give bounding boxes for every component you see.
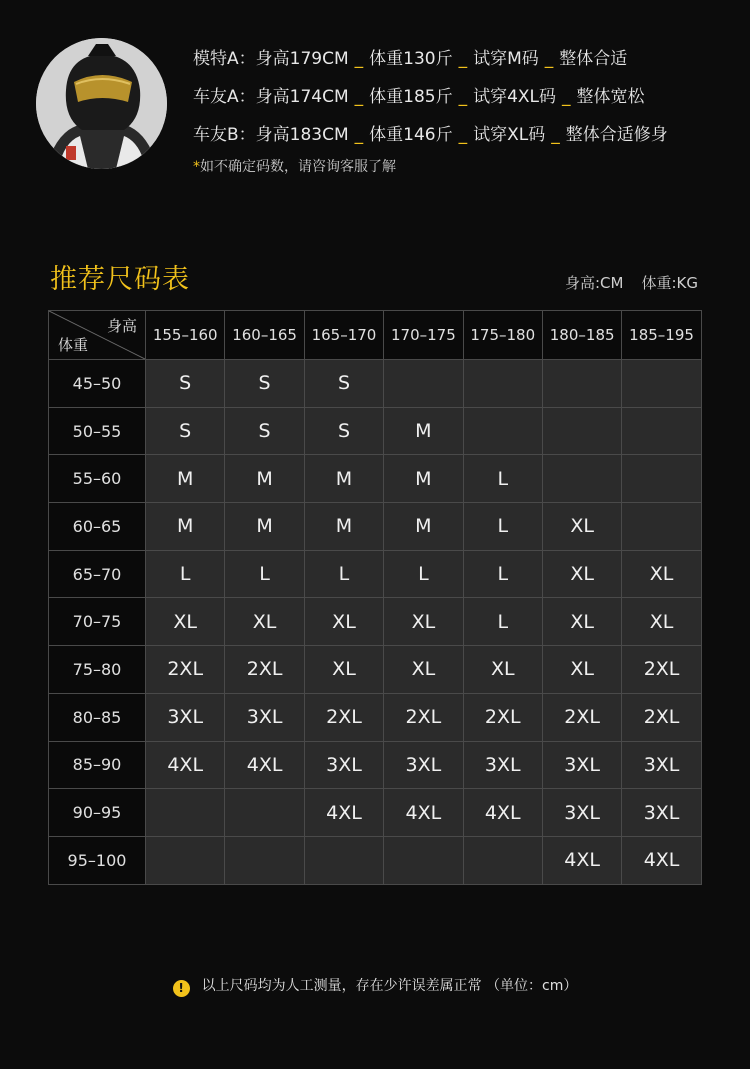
size-cell: 3XL <box>146 693 225 741</box>
size-cell: L <box>463 598 542 646</box>
table-row <box>49 503 702 551</box>
size-cell: M <box>304 503 383 551</box>
size-cell: L <box>225 550 304 598</box>
size-cell: L <box>463 455 542 503</box>
fit-result: 整体合适修身 <box>565 125 668 145</box>
size-cell: S <box>146 407 225 455</box>
fit-line-rider-b <box>193 116 668 154</box>
size-cell: 3XL <box>225 693 304 741</box>
fit-size: 试穿4XL码 <box>473 87 557 107</box>
fit-size: 试穿XL码 <box>473 125 546 145</box>
fit-separator: _ <box>458 87 468 107</box>
fit-line-rider-a <box>193 78 668 116</box>
size-cell <box>622 455 701 503</box>
size-cell: XL <box>542 646 621 694</box>
model-avatar <box>36 38 167 169</box>
size-cell: XL <box>146 598 225 646</box>
fit-result: 整体宽松 <box>576 87 645 107</box>
size-cell: S <box>146 360 225 408</box>
weight-unit: 体重:KG <box>641 274 698 292</box>
footer-text: 以上尺码均为人工测量，存在少许误差属正常 （单位：cm） <box>201 978 578 994</box>
size-cell: M <box>384 503 463 551</box>
weight-range-label: 50–55 <box>49 407 146 455</box>
size-cell <box>225 836 304 884</box>
weight-range-label: 60–65 <box>49 503 146 551</box>
size-cell: 3XL <box>622 789 701 837</box>
fit-height: 身高183CM <box>255 125 349 145</box>
fit-separator: _ <box>458 49 468 69</box>
size-cell: S <box>304 360 383 408</box>
helmet-rider-image <box>36 38 167 169</box>
footer-disclaimer <box>0 975 750 997</box>
size-cell: 4XL <box>622 836 701 884</box>
note-star: * <box>193 159 200 175</box>
fit-examples <box>193 40 668 176</box>
size-cell: M <box>384 455 463 503</box>
height-unit: 身高:CM <box>565 274 624 292</box>
size-cell <box>463 360 542 408</box>
size-cell <box>146 836 225 884</box>
size-cell: XL <box>225 598 304 646</box>
size-cell: XL <box>542 503 621 551</box>
size-cell: 3XL <box>542 741 621 789</box>
size-cell: S <box>225 407 304 455</box>
fit-who: 车友A： <box>193 87 256 107</box>
weight-range-label: 95–100 <box>49 836 146 884</box>
size-cell: 4XL <box>225 741 304 789</box>
table-row <box>49 550 702 598</box>
size-cell: 3XL <box>304 741 383 789</box>
table-row <box>49 407 702 455</box>
size-cell: 2XL <box>225 646 304 694</box>
size-cell: XL <box>304 646 383 694</box>
table-row <box>49 741 702 789</box>
weight-range-label: 80–85 <box>49 693 146 741</box>
fit-separator: _ <box>354 125 364 145</box>
size-cell: L <box>463 503 542 551</box>
size-cell: M <box>384 407 463 455</box>
height-range-header: 160–165 <box>225 311 304 360</box>
size-cell: 2XL <box>542 693 621 741</box>
unit-legend <box>565 272 698 293</box>
size-cell: 4XL <box>463 789 542 837</box>
size-cell: XL <box>304 598 383 646</box>
size-cell: XL <box>622 598 701 646</box>
size-cell: XL <box>384 598 463 646</box>
fit-weight: 体重185斤 <box>369 87 453 107</box>
table-body <box>49 360 702 885</box>
size-chart-title: 推荐尺码表 <box>50 264 190 295</box>
size-cell: L <box>146 550 225 598</box>
size-cell <box>146 789 225 837</box>
weight-range-label: 75–80 <box>49 646 146 694</box>
table-row <box>49 789 702 837</box>
fit-weight: 体重130斤 <box>369 49 453 69</box>
size-cell <box>225 789 304 837</box>
height-range-header: 165–170 <box>304 311 383 360</box>
corner-height-label: 身高 <box>106 317 137 335</box>
size-cell: 2XL <box>146 646 225 694</box>
weight-range-label: 65–70 <box>49 550 146 598</box>
size-cell <box>384 836 463 884</box>
height-range-header: 170–175 <box>384 311 463 360</box>
height-range-header: 180–185 <box>542 311 621 360</box>
size-cell: XL <box>542 550 621 598</box>
size-cell <box>542 455 621 503</box>
size-cell <box>542 360 621 408</box>
size-cell: XL <box>542 598 621 646</box>
size-cell <box>542 407 621 455</box>
size-cell <box>622 407 701 455</box>
corner-weight-label: 体重 <box>58 336 89 354</box>
size-cell: 3XL <box>622 741 701 789</box>
size-cell: S <box>225 360 304 408</box>
size-table <box>48 310 702 885</box>
table-corner <box>49 311 146 360</box>
size-cell: 4XL <box>304 789 383 837</box>
size-cell: M <box>146 455 225 503</box>
size-cell <box>463 836 542 884</box>
fit-separator: _ <box>562 87 571 107</box>
size-cell: 2XL <box>384 693 463 741</box>
size-cell: M <box>225 503 304 551</box>
fit-line-model-a <box>193 40 668 78</box>
size-cell: XL <box>463 646 542 694</box>
size-cell <box>622 360 701 408</box>
size-cell: S <box>304 407 383 455</box>
fit-weight: 体重146斤 <box>369 125 453 145</box>
note-text: 如不确定码数，请咨询客服了解 <box>200 159 396 175</box>
weight-range-label: 85–90 <box>49 741 146 789</box>
size-cell: XL <box>384 646 463 694</box>
size-cell <box>463 407 542 455</box>
size-cell: 4XL <box>146 741 225 789</box>
fit-result: 整体合适 <box>559 49 628 69</box>
fit-separator: _ <box>551 125 560 145</box>
fit-height: 身高174CM <box>255 87 349 107</box>
size-cell: 4XL <box>542 836 621 884</box>
size-cell: L <box>384 550 463 598</box>
table-row <box>49 455 702 503</box>
size-cell: 3XL <box>463 741 542 789</box>
height-range-header: 185–195 <box>622 311 701 360</box>
height-range-header: 175–180 <box>463 311 542 360</box>
size-cell: 3XL <box>384 741 463 789</box>
warning-icon: ! <box>173 980 190 997</box>
table-header-row <box>49 311 702 360</box>
weight-range-label: 55–60 <box>49 455 146 503</box>
weight-range-label: 45–50 <box>49 360 146 408</box>
size-cell: XL <box>622 550 701 598</box>
size-cell: 4XL <box>384 789 463 837</box>
size-cell: 3XL <box>542 789 621 837</box>
size-cell: 2XL <box>463 693 542 741</box>
size-cell: 2XL <box>622 646 701 694</box>
fit-size: 试穿M码 <box>473 49 539 69</box>
table-row <box>49 836 702 884</box>
size-cell: L <box>304 550 383 598</box>
height-range-header: 155–160 <box>146 311 225 360</box>
size-cell <box>384 360 463 408</box>
size-cell: L <box>463 550 542 598</box>
size-cell: M <box>225 455 304 503</box>
fit-separator: _ <box>544 49 554 69</box>
fit-separator: _ <box>458 125 468 145</box>
table-row <box>49 360 702 408</box>
size-cell <box>622 503 701 551</box>
size-cell: M <box>304 455 383 503</box>
fit-who: 车友B： <box>193 125 256 145</box>
size-cell: 2XL <box>304 693 383 741</box>
table-row <box>49 598 702 646</box>
fit-height: 身高179CM <box>255 49 349 69</box>
fit-separator: _ <box>354 87 364 107</box>
fit-who: 模特A： <box>193 49 256 69</box>
weight-range-label: 90–95 <box>49 789 146 837</box>
size-cell: 2XL <box>622 693 701 741</box>
table-row <box>49 646 702 694</box>
size-cell <box>304 836 383 884</box>
consult-note <box>193 156 668 176</box>
fit-separator: _ <box>354 49 364 69</box>
size-cell: M <box>146 503 225 551</box>
table-row <box>49 693 702 741</box>
weight-range-label: 70–75 <box>49 598 146 646</box>
